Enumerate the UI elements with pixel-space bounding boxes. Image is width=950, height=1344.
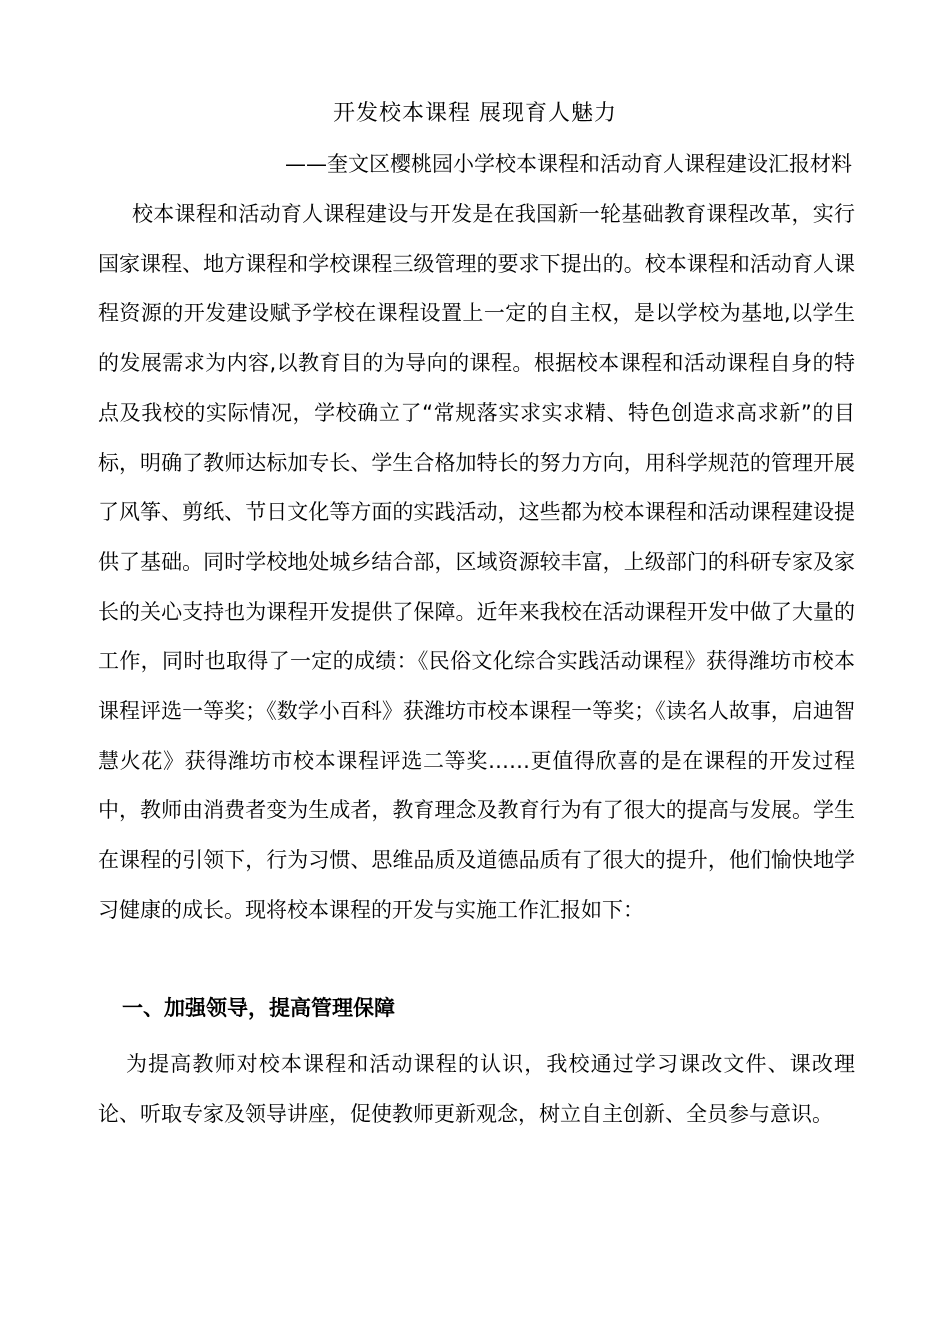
body-paragraph-2: 为提高教师对校本课程和活动课程的认识，我校通过学习课改文件、课改理论、听取专家及领导讲座，促使教师更新观念，树立自主创新、全员参与意识。 <box>98 1052 855 1126</box>
section-heading: 一、加强领导，提高管理保障 <box>122 996 395 1020</box>
document-title: 开发校本课程 展现育人魅力 <box>333 101 617 126</box>
body-paragraph-1: 校本课程和活动育人课程建设与开发是在我国新一轮基础教育课程改革，实行国家课程、地方课程和学校课程三级管理的要求下提出的。校本课程和活动育人课程资源的开发建设赋予学校在课程设置上一定的自主权，是以学校为基地,以学生的发展需求为内容,以教育目的为导向的课程。根据校本课程和活动课程自身的特点及我校的实际情况，学校确立了“常规落实求实求精、特色创造求高求新”的目标，明确了教师达标加专长、学生合格加特长的努力方向，用科学规范的管理开展了风筝、剪纸、节日文化等方面的实践活动，这些都为校本课程和活动课程建设提供了基础。同时学校地处城乡结合部，区域资源较丰富，上级部门的科研专家及家长的关心支持也为课程开发提供了保障。近年来我校在活动课程开发中做了大量的工作，同时也取得了一定的成绩：《民俗文化综合实践活动课程》获得潍坊市校本课程评选一等奖；《数学小百科》获潍坊市校本课程一等奖；《读名人故事，启迪智慧火花》获得潍坊市校本课程评选二等奖……更值得欣喜的是在课程的开发过程中，教师由消费者变为生成者，教育理念及教育行为有了很大的提高与发展。学生在课程的引领下，行为习惯、思维品质及道德品质有了很大的提升，他们愉快地学习健康的成长。现将校本课程的开发与实施工作汇报如下： <box>98 202 855 922</box>
document-subtitle: ——奎文区樱桃园小学校本课程和活动育人课程建设汇报材料 <box>285 152 852 176</box>
